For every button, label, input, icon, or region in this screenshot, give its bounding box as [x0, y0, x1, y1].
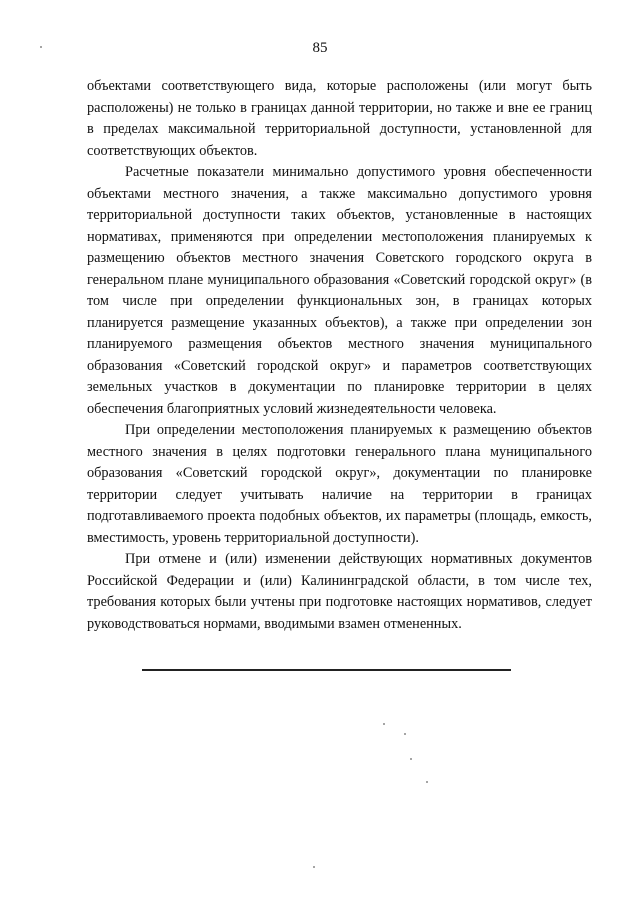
scan-speck: [313, 866, 315, 868]
paragraph-location-planning: При определении местоположения планируемых к размещению объектов местного значения в целях подготовки генерального плана муниципального образования «Советский городской округ», документации по планировке территории следует учитывать наличие на территории в границах подготавливаемого проекта подобных объектов, их параметры (площадь, емкость, вместимость, уровень территориальной доступности).: [87, 422, 592, 546]
paragraph-calculated-indicators: Расчетные показатели минимально допустимого уровня обеспеченности объектами местного значения, а также максимально допустимого уровня территориальной доступности таких объектов, установленные в настоящих нормативах, применяются при определении местоположения планируемых к размещению объектов местного значения Советского городского округа в генеральном плане муниципального образования «Советский городской округ» (в том числе при определении функциональных зон, в границах которых планируется размещение указанных объектов), а также при определении зон планируемого размещения объектов местного значения муниципального образования «Советский городской округ» и параметров соответствующих земельных участков в документации по планировке территории в целях обеспечения благоприятных условий жизнедеятельности человека.: [87, 164, 592, 417]
paragraph-continuation: объектами соответствующего вида, которые расположены (или могут быть расположены) не только в границах данной территории, но также и вне ее границ в пределах максимальной территориальной доступности, установленной для соответствующих объектов.: [87, 78, 592, 159]
paragraph-regulation-changes: При отмене и (или) изменении действующих нормативных документов Российской Федерации и (или) Калининградской области, в том числе тех, требования которых были учтены при подготовке настоящих нормативов, следует руководствоваться нормами, вводимыми взамен отмененных.: [87, 551, 592, 632]
end-divider-line: [142, 669, 511, 671]
scan-speck: [410, 758, 412, 760]
scan-speck: [383, 723, 385, 725]
scan-speck: [40, 46, 42, 48]
document-body: [87, 76, 592, 635]
scan-speck: [426, 781, 428, 783]
scan-speck: [404, 733, 406, 735]
page-number: 85: [312, 40, 328, 56]
